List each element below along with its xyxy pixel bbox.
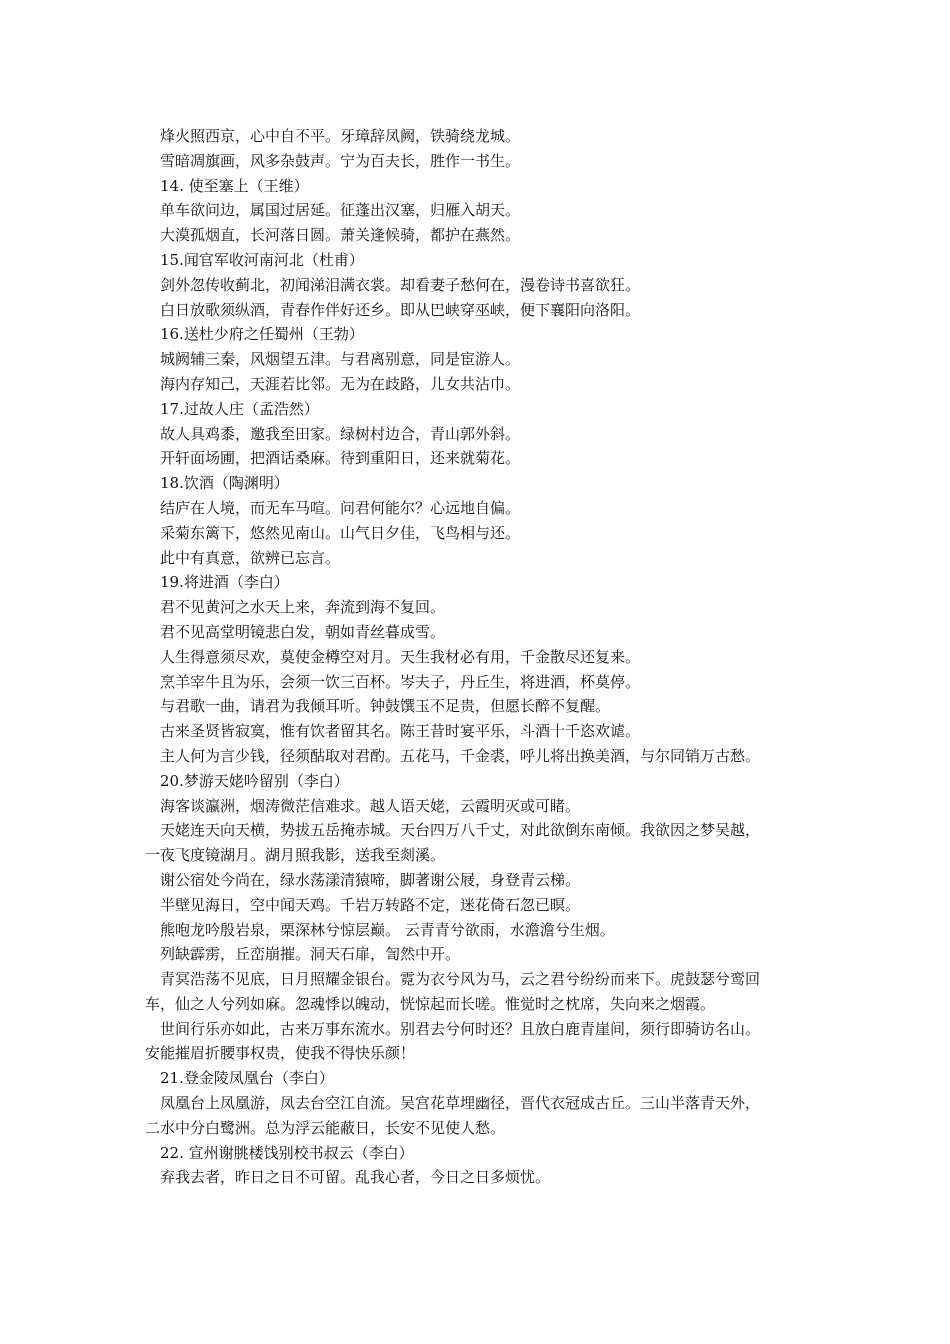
- text-line: 开轩面场圃，把酒话桑麻。待到重阳日，还来就菊花。: [160, 449, 521, 468]
- text-line: 君不见高堂明镜悲白发，朝如青丝暮成雪。: [160, 622, 446, 641]
- text-line: 14. 使至塞上（王维）: [160, 176, 309, 195]
- text-line: 安能摧眉折腰事权贵，使我不得快乐颜！: [145, 1044, 416, 1063]
- text-line: 一夜飞度镜湖月。湖月照我影，送我至剡溪。: [145, 846, 446, 865]
- text-line: 君不见黄河之水天上来，奔流到海不复回。: [160, 598, 446, 617]
- text-line: 故人具鸡黍，邀我至田家。绿树村边合，青山郭外斜。: [160, 424, 521, 443]
- text-line: 15.闻官军收河南河北（杜甫）: [160, 250, 364, 269]
- text-line: 17.过故人庄（孟浩然）: [160, 399, 319, 418]
- text-line: 天姥连天向天横，势拔五岳掩赤城。天台四万八千丈，对此欲倒东南倾。我欲因之梦吴越，: [160, 821, 761, 840]
- document-body: [145, 124, 805, 1190]
- text-line: 烹羊宰牛且为乐，会须一饮三百杯。岑夫子，丹丘生，将进酒，杯莫停。: [160, 672, 641, 691]
- text-line: 雪暗凋旗画，风多杂鼓声。宁为百夫长，胜作一书生。: [160, 151, 521, 170]
- text-line: 主人何为言少钱，径须酤取对君酌。五花马，千金裘，呼儿将出换美酒，与尔同销万古愁。: [160, 746, 761, 765]
- text-line: 凤凰台上凤凰游，凤去台空江自流。吴宫花草埋幽径，晋代衣冠成古丘。三山半落青天外，: [160, 1094, 761, 1113]
- text-line: 海内存知己，天涯若比邻。无为在歧路，儿女共沾巾。: [160, 374, 521, 393]
- text-line: 青冥浩荡不见底，日月照耀金银台。霓为衣兮风为马，云之君兮纷纷而来下。虎鼓瑟兮鸾回: [160, 970, 761, 989]
- text-line: 半壁见海日，空中闻天鸡。千岩万转路不定，迷花倚石忽已暝。: [160, 895, 581, 914]
- text-line: 21.登金陵凤凰台（李白）: [160, 1069, 334, 1088]
- text-line: 弃我去者，昨日之日不可留。乱我心者，今日之日多烦忧。: [160, 1168, 551, 1187]
- text-line: 结庐在人境，而无车马喧。问君何能尔？心远地自偏。: [160, 498, 521, 517]
- text-line: 古来圣贤皆寂寞，惟有饮者留其名。陈王昔时宴平乐，斗酒十千恣欢谑。: [160, 722, 641, 741]
- text-line: 人生得意须尽欢，莫使金樽空对月。天生我材必有用，千金散尽还复来。: [160, 647, 641, 666]
- text-line: 单车欲问边，属国过居延。征蓬出汉塞，归雁入胡天。: [160, 201, 521, 220]
- text-line: 车，仙之人兮列如麻。忽魂悸以魄动，恍惊起而长嗟。惟觉时之枕席，失向来之烟霞。: [145, 994, 716, 1013]
- text-line: 大漠孤烟直，长河落日圆。萧关逢候骑，都护在燕然。: [160, 226, 521, 245]
- text-line: 剑外忽传收蓟北，初闻涕泪满衣裳。却看妻子愁何在，漫卷诗书喜欲狂。: [160, 275, 641, 294]
- text-line: 20.梦游天姥吟留别（李白）: [160, 771, 349, 790]
- text-line: 熊咆龙吟殷岩泉，栗深林兮惊层巅。 云青青兮欲雨，水澹澹兮生烟。: [160, 920, 615, 939]
- text-line: 城阙辅三秦，风烟望五津。与君离别意，同是宦游人。: [160, 350, 521, 369]
- text-line: 谢公宿处今尚在，绿水荡漾清猿啼，脚著谢公屐，身登青云梯。: [160, 870, 581, 889]
- text-line: 18.饮酒（陶渊明）: [160, 474, 289, 493]
- text-line: 海客谈瀛洲，烟涛微茫信难求。越人语天姥，云霞明灭或可睹。: [160, 796, 581, 815]
- text-line: 二水中分白鹭洲。总为浮云能蔽日，长安不见使人愁。: [145, 1118, 506, 1137]
- text-line: 列缺霹雳，丘峦崩摧。洞天石扉，訇然中开。: [160, 945, 461, 964]
- text-line: 世间行乐亦如此，古来万事东流水。别君去兮何时还？且放白鹿青崖间，须行即骑访名山。: [160, 1019, 761, 1038]
- text-line: 此中有真意，欲辨已忘言。: [160, 548, 341, 567]
- text-line: 采菊东篱下，悠然见南山。山气日夕佳，飞鸟相与还。: [160, 523, 521, 542]
- text-line: 烽火照西京，心中自不平。牙璋辞凤阙，铁骑绕龙城。: [160, 127, 521, 145]
- text-line: 16.送杜少府之任蜀州（王勃）: [160, 325, 364, 344]
- text-line: 白日放歌须纵酒，青春作伴好还乡。即从巴峡穿巫峡，便下襄阳向洛阳。: [160, 300, 641, 319]
- text-line: 与君歌一曲，请君为我倾耳听。钟鼓馔玉不足贵，但愿长醉不复醒。: [160, 697, 611, 716]
- text-line: 22. 宣州谢朓楼饯别校书叔云（李白）: [160, 1143, 414, 1162]
- text-line: 19.将进酒（李白）: [160, 573, 289, 592]
